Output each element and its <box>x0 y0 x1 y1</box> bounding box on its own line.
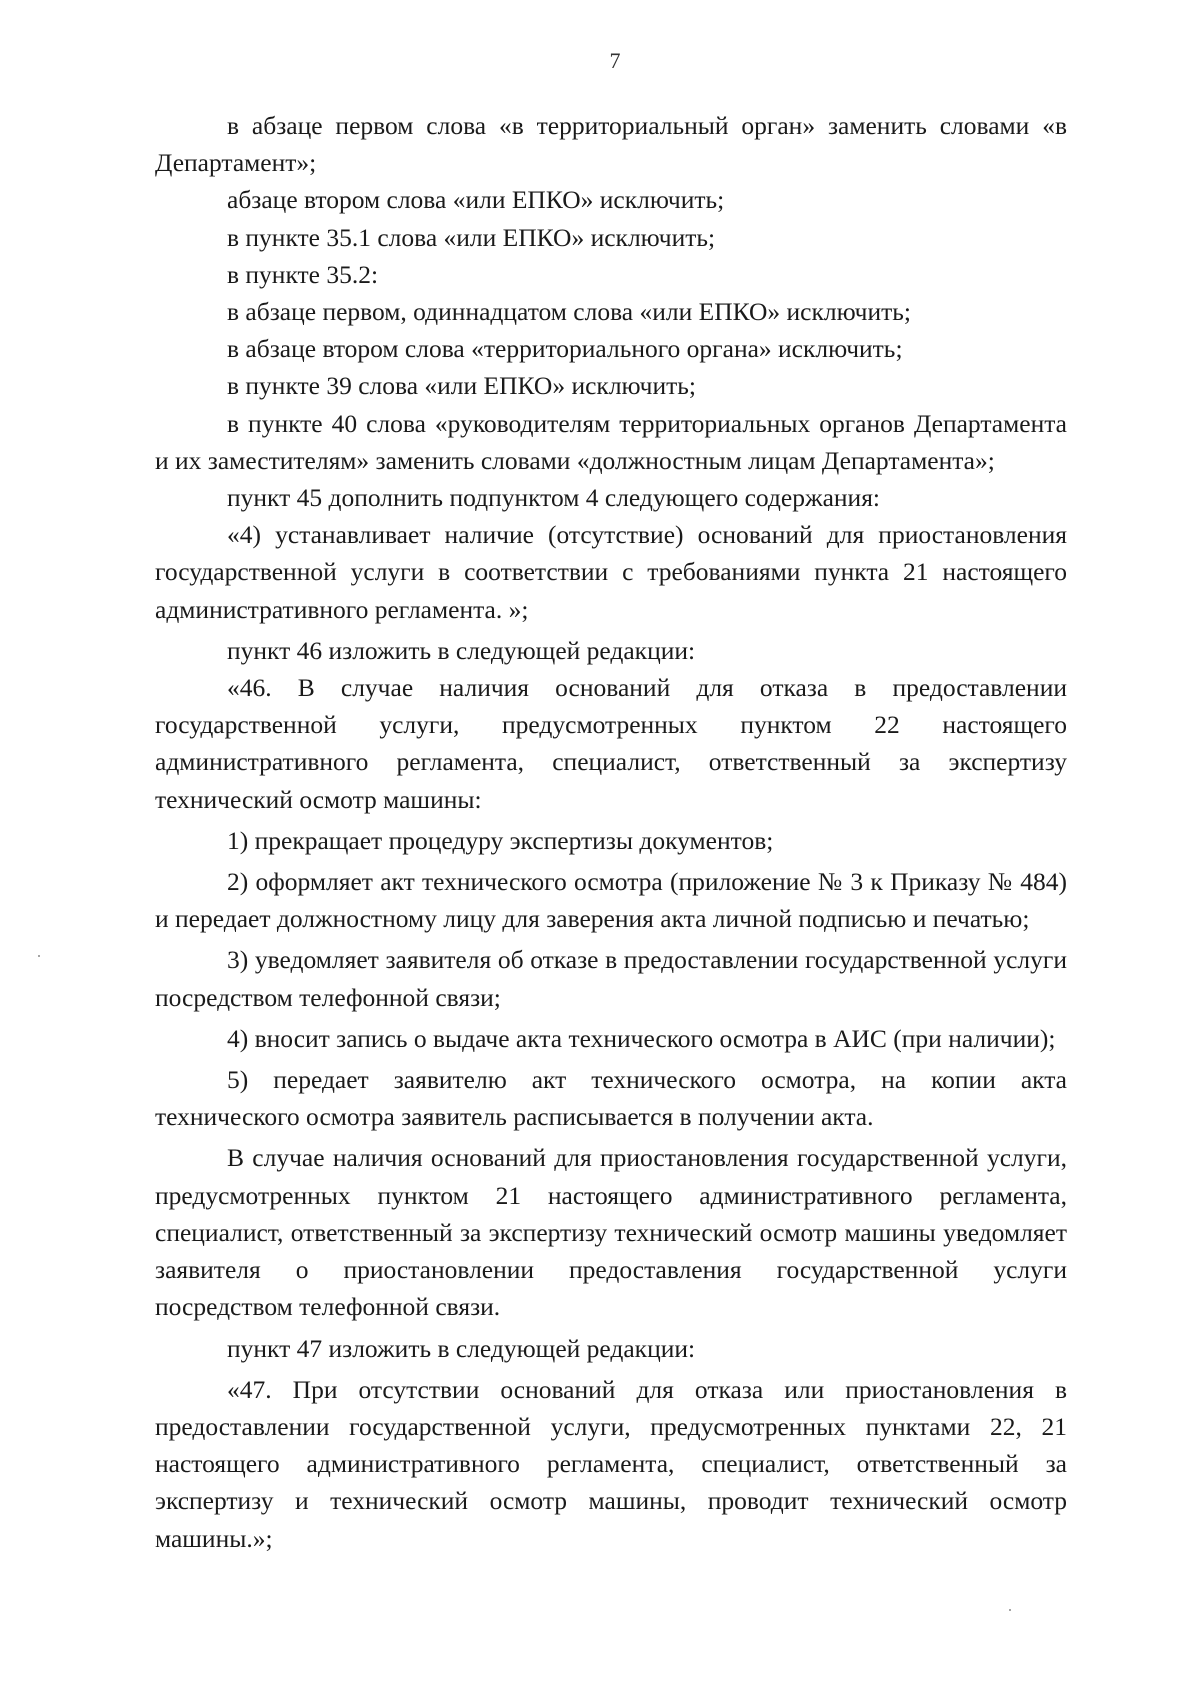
paragraph: «4) устанавливает наличие (отсутствие) оснований для приостановления государственной услуги в соответствии с требованиями пункта 21 настоящего административного регламента. »; <box>155 520 1067 624</box>
paragraph: в пункте 35.2: <box>227 259 379 289</box>
paragraph: пункт 46 изложить в следующей редакции: <box>227 635 696 665</box>
paragraph: пункт 45 дополнить подпунктом 4 следующего содержания: <box>227 483 881 513</box>
list-item: 2) оформляет акт технического осмотра (приложение № 3 к Приказу № 484) и передает должностному лицу для заверения акта личной подписью и печатью; <box>155 867 1067 934</box>
paragraph: в пункте 35.1 слова «или ЕПКО» исключить; <box>227 222 716 252</box>
list-item: 4) вносит запись о выдаче акта технического осмотра в АИС (при наличии); <box>227 1023 1056 1053</box>
paragraph: пункт 47 изложить в следующей редакции: <box>227 1333 696 1363</box>
document-body <box>155 107 1067 1557</box>
scan-speck <box>1009 1609 1011 1611</box>
paragraph: «47. При отсутствии оснований для отказа или приостановления в предоставлении государственной услуги, предусмотренных пунктами 22, 21 настоящего административного регламента, специалист, ответственный за экспертизу и технический осмотр машины, проводит технический осмотр машины.»; <box>155 1374 1067 1553</box>
paragraph: в абзаце первом слова «в территориальный орган» заменить словами «в Департамент»; <box>155 111 1067 178</box>
paragraph: в пункте 40 слова «руководителям территориальных органов Департамента и их заместителям» заменить словами «должностным лицам Департамента»; <box>155 408 1067 475</box>
paragraph: в абзаце втором слова «территориального органа» исключить; <box>227 334 903 364</box>
list-item: 3) уведомляет заявителя об отказе в предоставлении государственной услуги посредством телефонной связи; <box>155 945 1067 1012</box>
paragraph: В случае наличия оснований для приостановления государственной услуги, предусмотренных пунктом 21 настоящего административного регламента, специалист, ответственный за экспертизу технический осмотр машины уведомляет заявителя о приостановлении предоставления государственной услуги посредством телефонной связи. <box>155 1143 1067 1322</box>
scan-speck <box>38 955 40 957</box>
paragraph: в пункте 39 слова «или ЕПКО» исключить; <box>227 371 696 401</box>
paragraph: «46. В случае наличия оснований для отказа в предоставлении государственной услуги, предусмотренных пунктом 22 настоящего административного регламента, специалист, ответственный за экспертизу технический осмотр машины: <box>155 673 1067 814</box>
paragraph: в абзаце первом, одиннадцатом слова «или ЕПКО» исключить; <box>227 297 912 327</box>
paragraph: абзаце втором слова «или ЕПКО» исключить; <box>227 185 725 215</box>
page-number: 7 <box>609 48 621 73</box>
list-item: 1) прекращает процедуру экспертизы документов; <box>227 825 774 855</box>
list-item: 5) передает заявителю акт технического осмотра, на копии акта технического осмотра заявитель расписывается в получении акта. <box>155 1065 1067 1132</box>
